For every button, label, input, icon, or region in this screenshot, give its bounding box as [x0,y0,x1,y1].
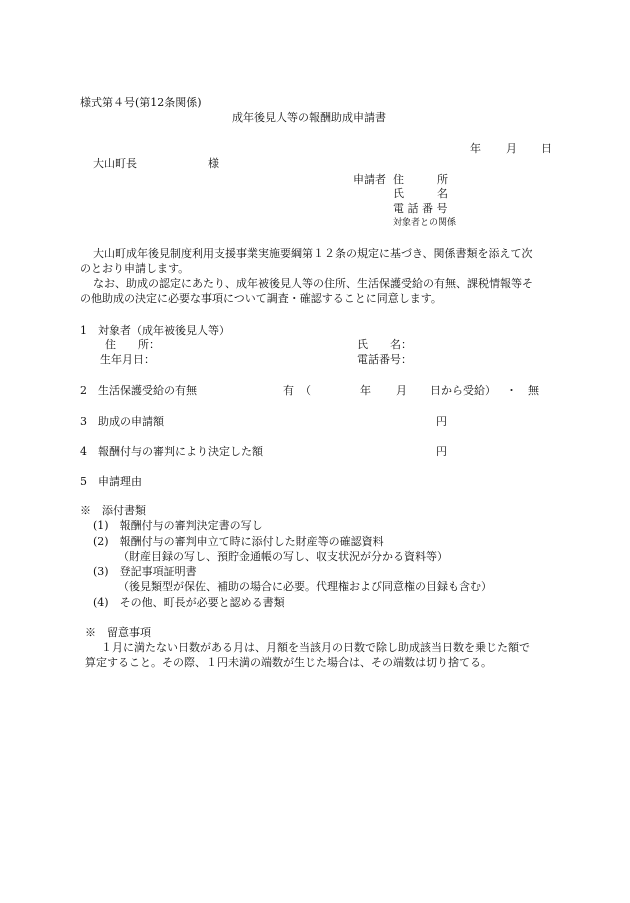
notes-heading: ※ 留意事項 [85,626,151,639]
attachment-item-3: (3) 登記事項証明書 [93,565,197,578]
form-number: 様式第４号(第12条関係) [80,96,202,109]
section1-birth-label: 生年月日： [100,353,155,366]
section1-address-label: 住 所： [105,338,160,351]
addressee-honorific: 様 [208,157,219,170]
body-paragraph-1: 大山町成年後見制度利用支援事業実施要綱第１２条の規定に基づき、関係書類を添えて次 [93,247,533,260]
section2-separator: ・ [506,384,517,397]
applicant-phone-label: 電 話 番 号 [393,202,448,215]
section1-heading: 1 対象者（成年被後見人等） [80,324,230,337]
form-title: 成年後見人等の報酬助成申請書 [232,111,386,124]
section2-heading: 2 生活保護受給の有無 [80,384,197,397]
applicant-relation-label: 対象者との関係 [393,218,457,228]
attachment-item-2-detail: （財産目録の写し、預貯金通帳の写し、収支状況が分かる資料等） [118,550,448,563]
section2-paren-open: （ [300,384,311,397]
applicant-name-label: 氏 名 [393,187,448,200]
section5-heading: 5 申請理由 [80,475,142,488]
section1-name-label: 氏 名： [357,338,412,351]
attachments-heading: ※ 添付書類 [80,504,146,517]
date-year: 年 [470,142,481,155]
section2-month: 月 [396,384,407,397]
section1-phone-label: 電話番号： [357,353,412,366]
section2-yes: 有 [283,384,294,397]
body-paragraph-3: なお、助成の認定にあたり、成年被後見人等の住所、生活保護受給の有無、課税情報等そ [93,277,533,290]
section2-year: 年 [360,384,371,397]
section3-heading: 3 助成の申請額 [80,415,164,428]
section4-unit: 円 [436,445,447,458]
attachment-item-3-detail: （後見類型が保佐、補助の場合に必要。代理権および同意権の目録も含む） [118,580,492,593]
attachment-item-4: (4) その他、町長が必要と認める書類 [93,596,285,609]
attachment-item-2: (2) 報酬付与の審判申立て時に添付した財産等の確認資料 [93,535,384,548]
body-paragraph-4: の他助成の決定に必要な事項について調査・確認することに同意します。 [80,292,442,305]
date-day: 日 [541,142,552,155]
section4-heading: 4 報酬付与の審判により決定した額 [80,445,263,458]
applicant-address-label: 住 所 [393,173,448,186]
addressee-name: 大山町長 [93,157,137,170]
body-paragraph-2: のとおり申請します。 [80,262,190,275]
section2-from: 日から受給） [430,384,496,397]
date-month: 月 [506,142,517,155]
notes-line-1: １月に満たない日数がある月は、月額を当該月の日数で除し助成該当日数を乗じた額で [101,641,530,654]
applicant-label: 申請者 [353,173,386,186]
section3-unit: 円 [436,415,447,428]
notes-line-2: 算定すること。その際、１円未満の端数が生じた場合は、その端数は切り捨てる。 [85,656,492,669]
attachment-item-1: (1) 報酬付与の審判決定書の写し [93,519,263,532]
section2-no: 無 [528,384,539,397]
